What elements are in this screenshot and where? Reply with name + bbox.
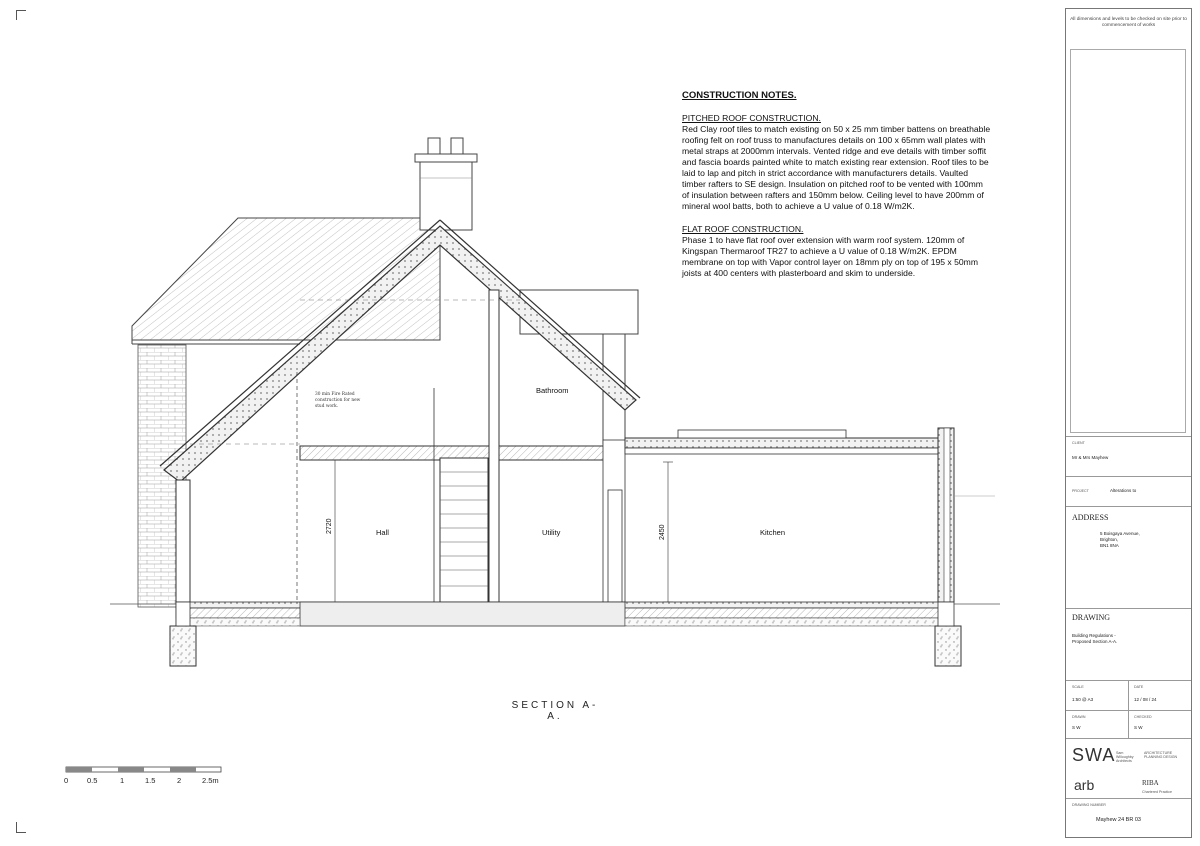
drawing-title-cell <box>1066 609 1191 681</box>
scale-label-0: 0 <box>64 776 69 785</box>
date-value: 12 / 08 / 24 <box>1134 697 1157 702</box>
pitched-roof-body: Red Clay roof tiles to match existing on 50 x 25 mm timber battens on breathable roofing felt on roof truss to manufactures details on 100 x 65mm wall plates with metal straps at 2000mm intervals. Vented ridge and eve details with timber soffit and fascia boards painted white to match existing rear extension. Roof tiles to be laid to lap and pitch in strict accordance with manufacturers details. Vaulted timber rafters to SE design. Insulation on pitched roof to be vented with 100mm of insulation between rafters and 150mm below. Ceiling level to have 200mm of mineral wool batts, both to achieve a U value of 0.18 W/m2K. <box>682 124 991 211</box>
dimension-kitchen-height: 2450 <box>659 524 666 540</box>
address-line-2: Brighton, <box>1100 537 1119 542</box>
project-cell <box>1066 477 1191 507</box>
left-foundation <box>170 626 196 666</box>
scale-label-3: 1.5 <box>145 776 156 785</box>
scale-value: 1:50 @ A3 <box>1072 697 1094 702</box>
title-block-note-cell <box>1066 9 1191 437</box>
ground-floor-slab <box>176 602 952 626</box>
logo-cell <box>1066 739 1191 799</box>
staircase <box>440 458 488 602</box>
scale-date-cell <box>1066 681 1191 711</box>
riba-subtitle: Chartered Practice <box>1142 790 1172 794</box>
room-label-kitchen: Kitchen <box>760 528 786 537</box>
flat-roof-extension <box>625 428 954 602</box>
scale-label: SCALE <box>1072 685 1084 689</box>
cell-divider <box>1128 681 1129 711</box>
flat-roof-title: FLAT ROOF CONSTRUCTION. <box>682 224 804 234</box>
construction-notes <box>682 90 992 291</box>
drawing-title-line-2: Proposed Section A-A. <box>1072 639 1118 644</box>
construction-notes-heading: CONSTRUCTION NOTES. <box>682 90 797 101</box>
flat-roof-body: Phase 1 to have flat roof over extension with warm roof system. 120mm of Kingspan Thermaroof TR27 to achieve a U value of 0.18 W/m2K. EPDM membrane on top with Vapor control layer on 18mm ply on top of 195 x 50mm joists at 400 centers with plasterboard and skim to underside. <box>682 235 978 278</box>
drawn-checked-cell <box>1066 711 1191 739</box>
cell-divider-2 <box>1128 711 1129 739</box>
drawing-title-line-1: Building Regulations - <box>1072 633 1116 638</box>
riba-logo: RIBA <box>1142 779 1159 787</box>
drawing-label: DRAWING <box>1072 613 1111 622</box>
room-label-utility: Utility <box>542 528 561 537</box>
arb-logo: arb <box>1074 777 1095 793</box>
scale-bar <box>66 767 221 772</box>
right-foundation <box>935 626 961 666</box>
project-label: PROJECT <box>1072 489 1089 493</box>
address-line-3: BN1 8NA <box>1100 543 1119 548</box>
scale-label-2: 1 <box>120 776 125 785</box>
room-label-hall: Hall <box>376 528 389 537</box>
section-title: SECTION A-A. <box>511 700 599 722</box>
drawing-number-label: DRAWING NUMBER <box>1072 803 1106 807</box>
drawn-label: DRAWN <box>1072 715 1086 719</box>
project-value: Alterations to <box>1110 488 1137 493</box>
address-line-1: 5 Boisgaya Avenue, <box>1100 531 1140 536</box>
chimney <box>415 138 477 230</box>
client-cell <box>1066 437 1191 477</box>
swa-logo-subtitle: Sam Willoughby Architects <box>1116 751 1134 763</box>
swa-logo-subtitle-2: ARCHITECTURE PLANNING DESIGN <box>1144 751 1178 759</box>
scale-label-4: 2 <box>177 776 182 785</box>
drawing-number-cell <box>1066 799 1191 837</box>
address-cell <box>1066 507 1191 609</box>
scale-label-5: 2.5m <box>202 776 219 785</box>
drawing-number-value: Mayhew 24 BR 03 <box>1096 817 1141 823</box>
drawn-value: S W <box>1072 725 1081 730</box>
client-value: Mr & Mrs Mayhew <box>1072 455 1109 460</box>
dimension-hall-height: 2720 <box>326 518 333 534</box>
address-label: ADDRESS <box>1072 513 1109 522</box>
client-label: CLIENT <box>1072 441 1085 445</box>
site-check-note: All dimensions and levels to be checked on site prior to commencement of works <box>1070 17 1187 28</box>
fire-rated-note: 30 min Fire Rated construction for new stud work. <box>315 392 361 409</box>
scale-label-1: 0.5 <box>87 776 98 785</box>
date-label: DATE <box>1134 685 1144 689</box>
checked-label: CHECKED <box>1134 715 1152 719</box>
room-label-bathroom: Bathroom <box>536 386 569 395</box>
revision-box <box>1070 49 1186 433</box>
checked-value: S W <box>1134 725 1143 730</box>
title-block <box>1065 8 1192 838</box>
swa-logo: SWA <box>1072 745 1116 765</box>
pitched-roof-title: PITCHED ROOF CONSTRUCTION. <box>682 113 821 123</box>
